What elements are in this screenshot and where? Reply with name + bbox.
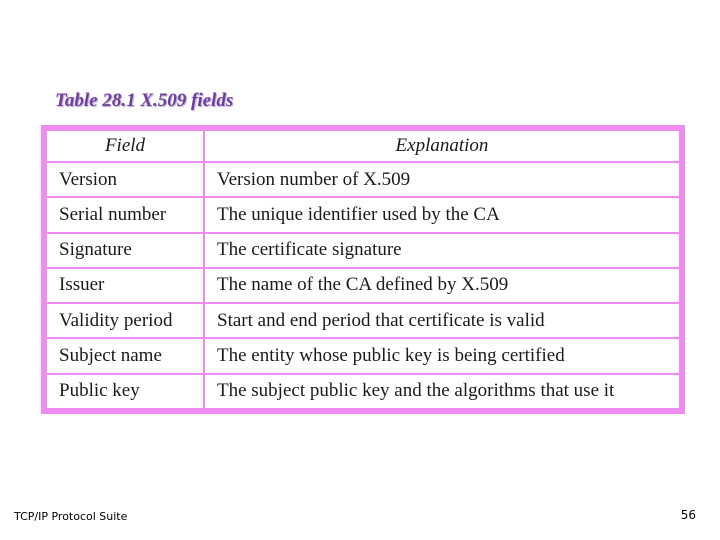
- cell-field: Serial number: [47, 198, 203, 231]
- cell-explanation: The certificate signature: [205, 234, 679, 267]
- table-row: [47, 304, 679, 337]
- fields-table-container: [41, 125, 685, 414]
- table-header-row: [47, 131, 679, 161]
- cell-explanation: The subject public key and the algorithms that use it: [205, 375, 679, 408]
- cell-field: Signature: [47, 234, 203, 267]
- header-explanation: Explanation: [205, 131, 679, 161]
- cell-explanation: The entity whose public key is being certified: [205, 339, 679, 372]
- table-row: [47, 234, 679, 267]
- table-row: [47, 269, 679, 302]
- header-field: Field: [47, 131, 203, 161]
- table-row: [47, 198, 679, 231]
- cell-field: Version: [47, 163, 203, 196]
- table-row: [47, 339, 679, 372]
- cell-field: Public key: [47, 375, 203, 408]
- slide-title: Table 28.1 X.509 fields: [55, 90, 234, 111]
- cell-explanation: The name of the CA defined by X.509: [205, 269, 679, 302]
- cell-explanation: Version number of X.509: [205, 163, 679, 196]
- cell-explanation: The unique identifier used by the CA: [205, 198, 679, 231]
- table-row: [47, 375, 679, 408]
- cell-field: Validity period: [47, 304, 203, 337]
- cell-field: Subject name: [47, 339, 203, 372]
- cell-field: Issuer: [47, 269, 203, 302]
- page-number: 56: [680, 508, 696, 522]
- x509-fields-table: [45, 129, 681, 410]
- cell-explanation: Start and end period that certificate is valid: [205, 304, 679, 337]
- footer-course-title: TCP/IP Protocol Suite: [14, 510, 128, 523]
- table-row: [47, 163, 679, 196]
